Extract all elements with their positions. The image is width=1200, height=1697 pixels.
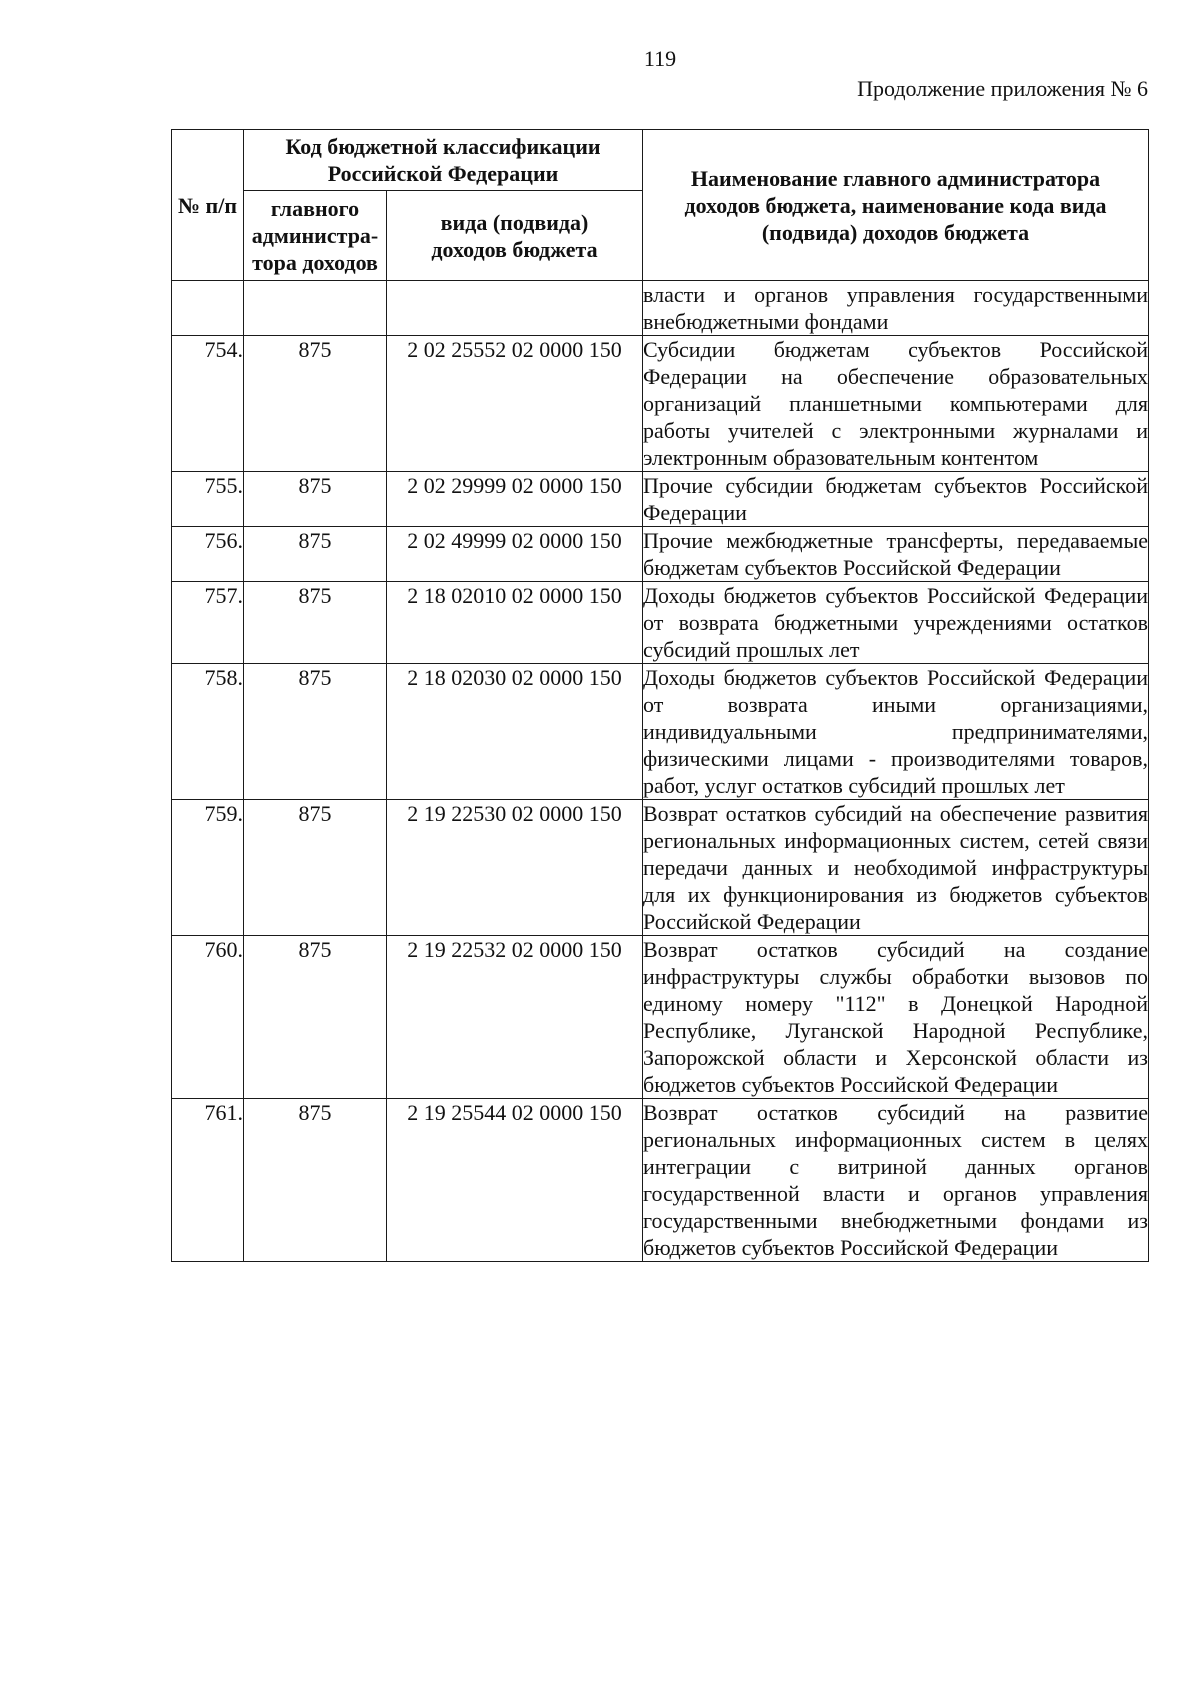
row-name: Субсидии бюджетам субъектов Российской Федерации на обеспечение образовательных организаций планшетными компьютерами для работы учителей с электронными журналами и электронным образовательным контентом [643,337,1148,470]
row-number: 757. [172,582,244,664]
row-name: Прочие субсидии бюджетам субъектов Российской Федерации [643,473,1148,525]
row-admin-code: 875 [244,336,387,472]
row-number: 755. [172,472,244,527]
row-name: Прочие межбюджетные трансферты, передаваемые бюджетам субъектов Российской Федерации [643,528,1148,580]
table-row [172,800,1149,936]
row-number: 754. [172,336,244,472]
row-type-code: 2 19 25544 02 0000 150 [387,1099,643,1262]
row-type-code: 2 18 02010 02 0000 150 [387,582,643,664]
table-row [172,281,1149,336]
row-number: 758. [172,664,244,800]
revenue-classification-table [171,129,1149,1262]
header-classification-group: Код бюджетной классификации Российской Федерации [244,130,643,191]
row-number: 756. [172,527,244,582]
table-row [172,1099,1149,1262]
row-number [172,281,244,336]
row-admin-code: 875 [244,582,387,664]
row-type-code: 2 19 22530 02 0000 150 [387,800,643,936]
row-type-code [387,281,643,336]
row-admin-code [244,281,387,336]
table-row [172,527,1149,582]
row-name: Возврат остатков субсидий на создание инфраструктуры службы обработки вызовов по единому номеру "112" в Донецкой Народной Республике, Луганской Народной Республике, Запорожской области и Херсонской области из бюджетов субъектов Российской Федерации [643,937,1148,1097]
header-type: вида (подвида) доходов бюджета [387,191,643,281]
row-type-code: 2 19 22532 02 0000 150 [387,936,643,1099]
table-header [172,130,1149,281]
appendix-continuation-label: Продолжение приложения № 6 [857,76,1148,101]
table-body [172,281,1149,1262]
page-number: 119 [643,46,677,71]
table-row [172,582,1149,664]
row-name: Возврат остатков субсидий на развитие региональных информационных систем в целях интеграции с витриной данных органов государственной власти и органов управления государственными внебюджетными фондами из бюджетов субъектов Российской Федерации [643,1100,1148,1260]
row-name: Доходы бюджетов субъектов Российской Федерации от возврата бюджетными учреждениями остатков субсидий прошлых лет [643,583,1148,662]
row-number: 759. [172,800,244,936]
row-type-code: 2 18 02030 02 0000 150 [387,664,643,800]
header-number: № п/п [172,130,244,281]
row-number: 760. [172,936,244,1099]
row-admin-code: 875 [244,472,387,527]
row-admin-code: 875 [244,800,387,936]
header-name: Наименование главного администратора доходов бюджета, наименование кода вида (подвида) доходов бюджета [643,130,1149,281]
table-row [172,936,1149,1099]
row-type-code: 2 02 25552 02 0000 150 [387,336,643,472]
table-row [172,472,1149,527]
row-name: власти и органов управления государственными внебюджетными фондами [643,282,1148,334]
table-row [172,336,1149,472]
row-type-code: 2 02 49999 02 0000 150 [387,527,643,582]
row-admin-code: 875 [244,527,387,582]
table-row [172,664,1149,800]
row-admin-code: 875 [244,936,387,1099]
row-name: Возврат остатков субсидий на обеспечение развития региональных информационных систем, сетей связи передачи данных и необходимой инфраструктуры для их функционирования из бюджетов субъектов Российской Федерации [643,801,1148,934]
row-name: Доходы бюджетов субъектов Российской Федерации от возврата иными организациями, индивидуальными предпринимателями, физическими лицами - производителями товаров, работ, услуг остатков субсидий прошлых лет [643,665,1148,798]
row-admin-code: 875 [244,1099,387,1262]
row-number: 761. [172,1099,244,1262]
row-type-code: 2 02 29999 02 0000 150 [387,472,643,527]
row-admin-code: 875 [244,664,387,800]
header-admin: главного администра-тора доходов [244,191,387,281]
